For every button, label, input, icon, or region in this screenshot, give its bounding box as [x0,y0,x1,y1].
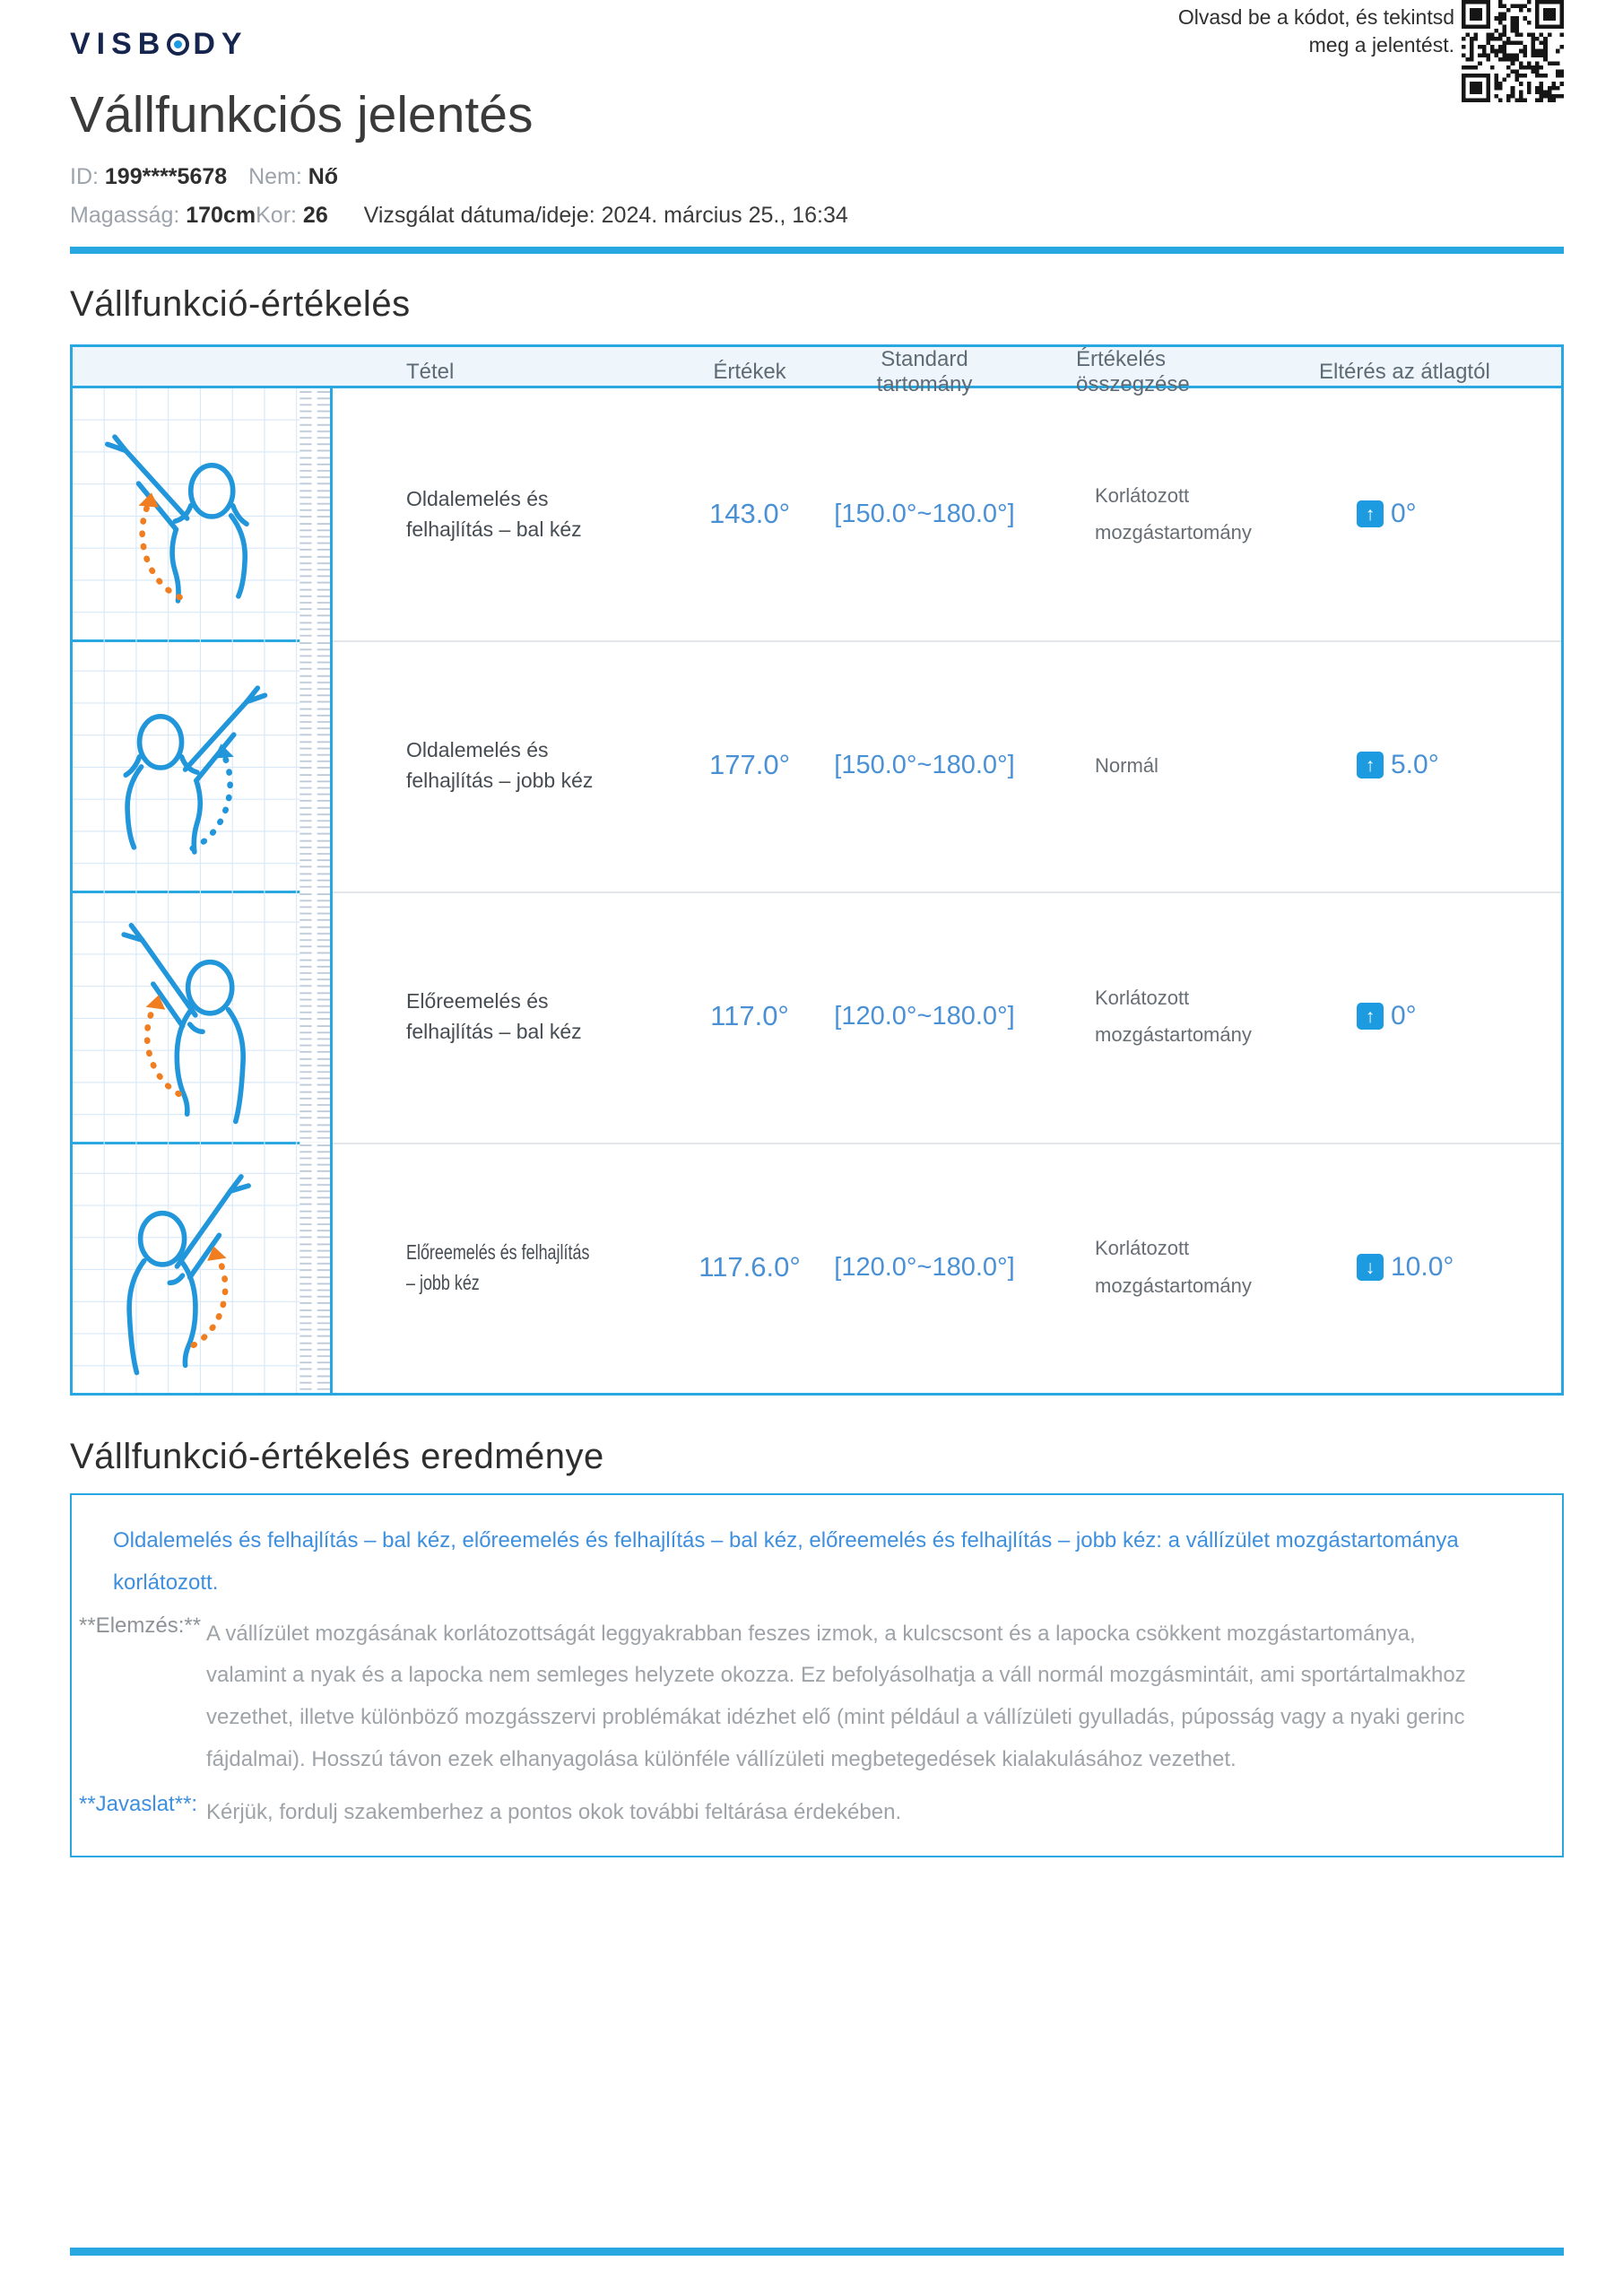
meta-row-2 [70,203,1564,229]
analysis-text: A vállízület mozgásának korlátozottságát leggyakrabban feszes izmok, a kulcscsont és a lapocka csökkent mozgástartománya, valamint a nyak és a lapocka nem semleges helyzete okozza. Ez befolyásolhatja a váll normál mozgásmintáit, ami sportártalmakhoz vezethet, illetve különböző mozgásszervi problémákat idézhet elő (mint például a vállízületi gyulladás, púposság vagy a nyaki gerinc fájdalmai). Hosszú távon ezek elhanyagolása különféle vállízületi megbetegedések kialakulásához vezethet. [206,1621,1466,1771]
analysis-row [72,1613,1530,1781]
summary-cell [1019,639,1283,893]
result-intro: Oldalemelés és felhajlítás – bal kéz, előreemelés és felhajlítás – bal kéz, előreemelés és felhajlítás – jobb kéz: a vállízület mozgástartománya korlátozott. [113,1528,1459,1595]
height-label: Magasság: [70,203,180,228]
deviation-cell [1283,639,1561,893]
report-header [70,0,1564,254]
logo-text-pre: VISB [70,27,167,61]
suggestion-row [72,1792,1530,1834]
up-arrow-icon: ↑ [1357,500,1384,527]
table-row [73,639,1561,891]
deviation-value: 5.0° [1391,750,1439,780]
logo-o-icon [167,33,189,56]
logo-dot-icon [174,40,182,48]
assessment-section-title: Vállfunkció-értékelés [70,284,411,324]
summary-cell [1019,891,1283,1144]
summary-cell [1019,388,1283,642]
summary-text: Korlátozott mozgástartomány [1095,986,1252,1047]
id-value: 199****5678 [104,164,228,189]
value-cell: 117.0° [669,891,830,1144]
deviation-cell [1283,1142,1561,1393]
result-box [70,1493,1564,1857]
item-cell [333,639,669,893]
result-section-title: Vállfunkció-értékelés eredménye [70,1437,604,1476]
table-row [73,388,1561,639]
header-divider [70,247,1564,254]
item-line2: felhajlítás – jobb kéz [406,769,594,793]
exam-date-value: 2024. március 25., 16:34 [601,203,848,228]
suggestion-label: **Javaslat**: [79,1791,198,1816]
height-value: 170cm [186,203,256,228]
id-label: ID: [70,164,99,189]
summary-text: Korlátozott mozgástartomány [1095,483,1252,544]
up-arrow-icon: ↑ [1357,1003,1384,1030]
deviation-value: 0° [1391,499,1417,529]
page-title: Vállfunkciós jelentés [70,86,534,144]
summary-text: Korlátozott mozgástartomány [1095,1237,1252,1297]
pose-illustration-forward-right [73,1142,333,1393]
qr-caption-line1: Olvasd be a kódot, és tekintsd [1177,5,1454,29]
column-header-deviation: Eltérés az átlagtól [1319,360,1490,384]
pose-illustration-forward-left [73,891,333,1144]
deviation-value: 10.0° [1391,1252,1454,1282]
patient-meta [70,164,1564,229]
up-arrow-icon: ↑ [1357,752,1384,778]
value-cell: 143.0° [669,388,830,642]
item-line1: Előreemelés és [406,988,549,1013]
range-cell: [150.0°~180.0°] [830,639,1019,893]
item-cell [333,891,669,1144]
age-value: 26 [302,203,328,228]
logo-text-post: DY [193,27,248,61]
gender-label: Nem: [248,164,302,189]
analysis-label: **Elemzés:** [79,1613,202,1638]
assessment-table [70,344,1564,1396]
value-cell: 177.0° [669,639,830,893]
value-cell: 117.6.0° [699,1251,801,1283]
qr-caption-line2: meg a jelentést. [1308,33,1454,57]
qr-caption [1178,0,1454,59]
item-line2: felhajlítás – bal kéz [406,517,582,542]
age-label: Kor: [256,203,297,228]
item-line1: Oldalemelés és [406,737,549,761]
meta-row-1 [70,164,1564,190]
range-cell: [120.0°~180.0°] [834,1252,1015,1282]
qr-code-icon [1462,0,1564,102]
item-line1: Előreemelés és felhajlítás [406,1239,590,1264]
column-header-range: Standard tartomány [876,347,973,396]
qr-block [1178,0,1564,102]
column-header-item: Tétel [406,360,455,384]
item-cell [333,388,669,642]
item-line1: Oldalemelés és [406,486,549,510]
footer-bar [70,2248,1564,2256]
column-header-summary: Értékelés összegzése [1076,347,1190,396]
item-line2: – jobb kéz [406,1271,480,1294]
deviation-value: 0° [1391,1001,1417,1031]
down-arrow-icon: ↓ [1357,1254,1384,1281]
deviation-cell [1283,388,1561,642]
column-header-values: Értékek [713,360,786,384]
table-row [73,891,1561,1142]
item-cell [333,1142,669,1393]
table-row [73,1142,1561,1393]
pose-illustration-lateral-right [73,639,333,893]
item-line2: felhajlítás – bal kéz [406,1020,582,1044]
exam-date-label: Vizsgálat dátuma/ideje: [363,203,595,228]
range-cell: [150.0°~180.0°] [830,388,1019,642]
table-header-row [73,347,1561,396]
range-cell: [120.0°~180.0°] [830,891,1019,1144]
summary-cell [1019,1142,1283,1393]
gender-value: Nő [308,164,339,189]
suggestion-text: Kérjük, fordulj szakemberhez a pontos okok további feltárása érdekében. [206,1799,902,1824]
deviation-cell [1283,891,1561,1144]
pose-illustration-lateral-left [73,388,333,642]
summary-text: Normál [1095,753,1159,777]
